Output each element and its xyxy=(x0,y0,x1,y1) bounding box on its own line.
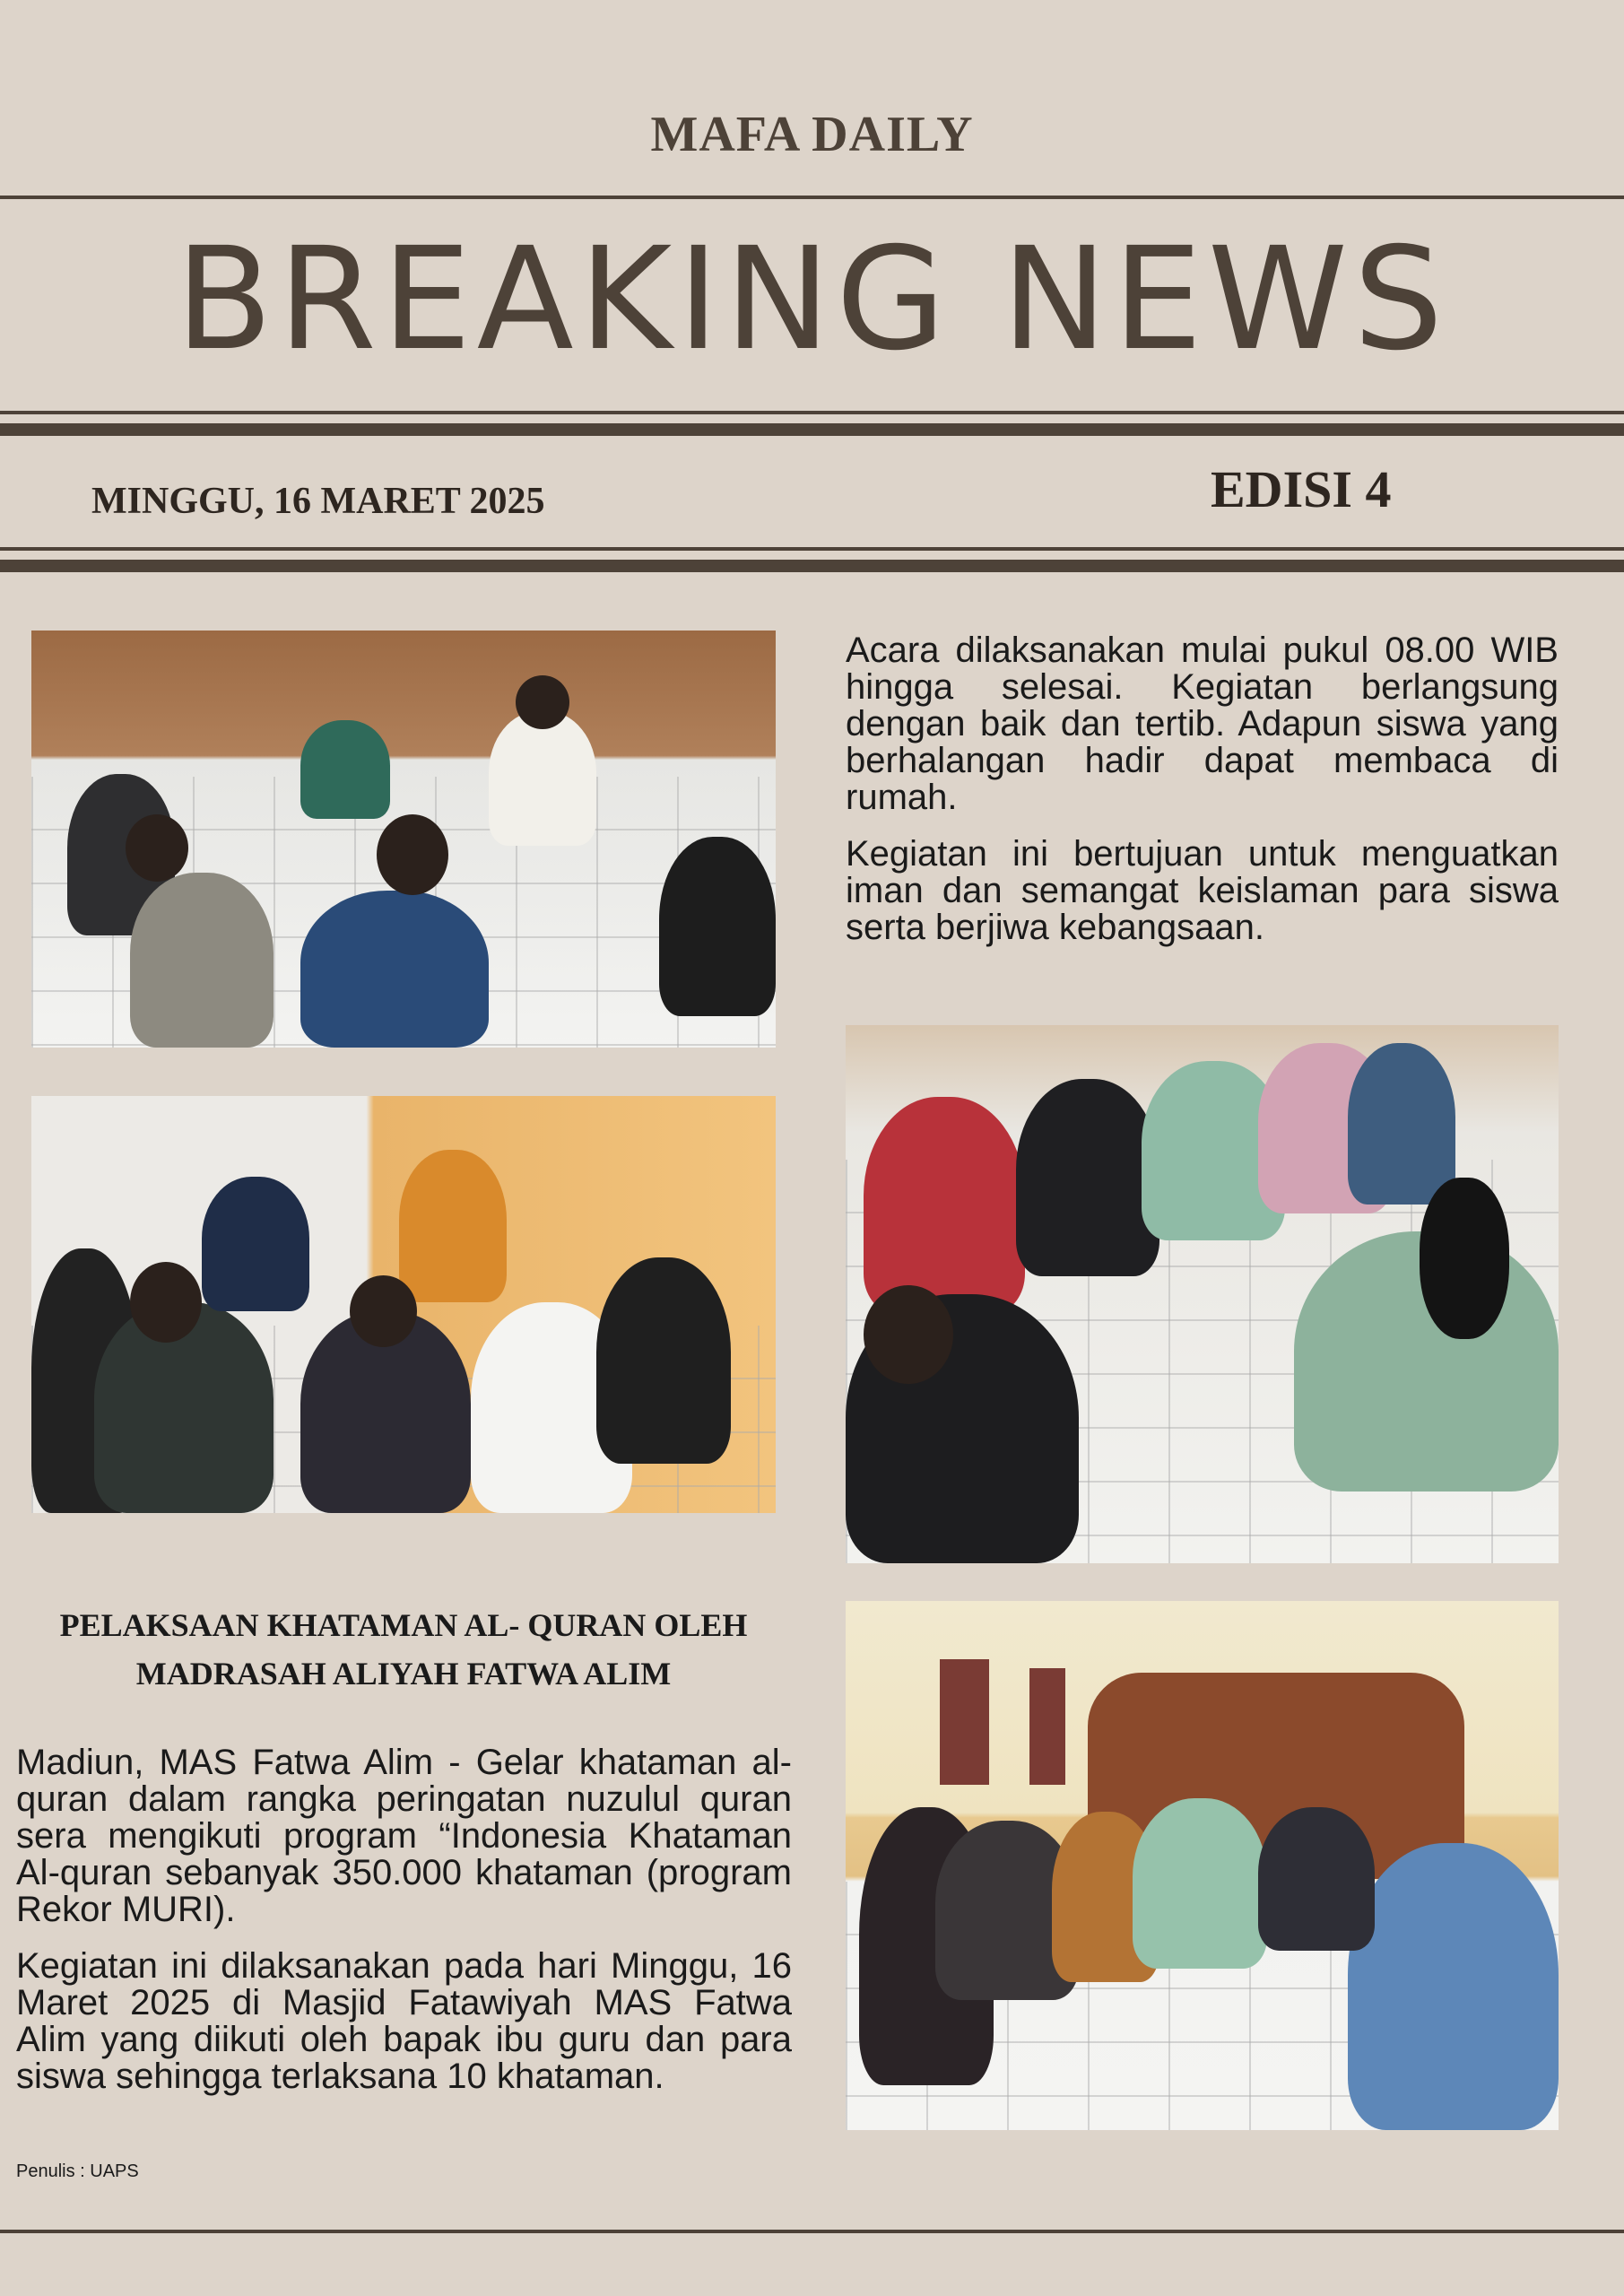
person xyxy=(202,1177,309,1311)
headline: BREAKING NEWS xyxy=(175,217,1449,382)
person xyxy=(1016,1079,1159,1276)
person-head xyxy=(350,1275,417,1347)
paragraph: Kegiatan ini bertujuan untuk menguatkan iman dan semangat keislaman para siswa serta berjiwa kebangsaan. xyxy=(846,834,1559,947)
divider-rule xyxy=(0,2230,1624,2233)
issue-date: MINGGU, 16 MARET 2025 xyxy=(91,481,545,522)
divider-rule xyxy=(0,411,1624,414)
person-head xyxy=(130,1262,202,1343)
person-head xyxy=(516,675,569,729)
person xyxy=(864,1097,1025,1312)
person xyxy=(399,1150,507,1302)
article-body xyxy=(16,1744,792,2115)
person-head xyxy=(377,814,448,895)
photo-boys-reading-quran xyxy=(31,631,776,1048)
photo-girls-reading xyxy=(846,1025,1559,1563)
person xyxy=(1133,1798,1267,1969)
person-head xyxy=(864,1285,953,1384)
newspaper-name: MAFA DAILY xyxy=(650,107,974,162)
article-title-line: PELAKSAAN KHATAMAN AL- QURAN OLEH xyxy=(59,1607,748,1643)
divider-rule xyxy=(0,547,1624,551)
person xyxy=(596,1257,731,1464)
article-title-line: MADRASAH ALIYAH FATWA ALIM xyxy=(135,1656,672,1692)
person xyxy=(489,711,596,846)
person xyxy=(1348,1843,1559,2130)
person xyxy=(130,873,274,1048)
person xyxy=(1258,1807,1375,1951)
person xyxy=(659,837,776,1016)
window-grille xyxy=(1029,1668,1065,1785)
author-credit: Penulis : UAPS xyxy=(16,2161,139,2181)
paragraph: Kegiatan ini dilaksanakan pada hari Minggu, 16 Maret 2025 di Masjid Fatawiyah MAS Fatwa Alim yang diikuti oleh bapak ibu guru dan para siswa sehingga terlaksana 10 khataman. xyxy=(16,1946,792,2096)
photo-boys-reading-circle xyxy=(31,1096,776,1513)
divider-rule-thick xyxy=(0,560,1624,572)
person xyxy=(300,891,489,1048)
person-head xyxy=(1420,1178,1509,1339)
window-grille xyxy=(940,1659,989,1785)
photo-mosque-interior xyxy=(846,1601,1559,2130)
divider-rule xyxy=(0,196,1624,199)
right-column-text xyxy=(846,632,1559,966)
paragraph: Acara dilaksanakan mulai pukul 08.00 WIB hingga selesai. Kegiatan berlangsung dengan baik dan tertib. Adapun siswa yang berhalangan hadir dapat membaca di rumah. xyxy=(846,631,1559,817)
person xyxy=(300,720,390,819)
person-head xyxy=(126,814,188,882)
edition-number: EDISI 4 xyxy=(1211,460,1392,518)
person xyxy=(1348,1043,1455,1205)
article-title xyxy=(18,1601,789,1698)
paragraph: Madiun, MAS Fatwa Alim - Gelar khataman al-quran dalam rangka peringatan nuzulul quran sera mengikuti program “Indonesia Khataman Al-quran sebanyak 350.000 khataman (program Rekor MURI). xyxy=(16,1743,792,1929)
divider-rule-thick xyxy=(0,423,1624,436)
